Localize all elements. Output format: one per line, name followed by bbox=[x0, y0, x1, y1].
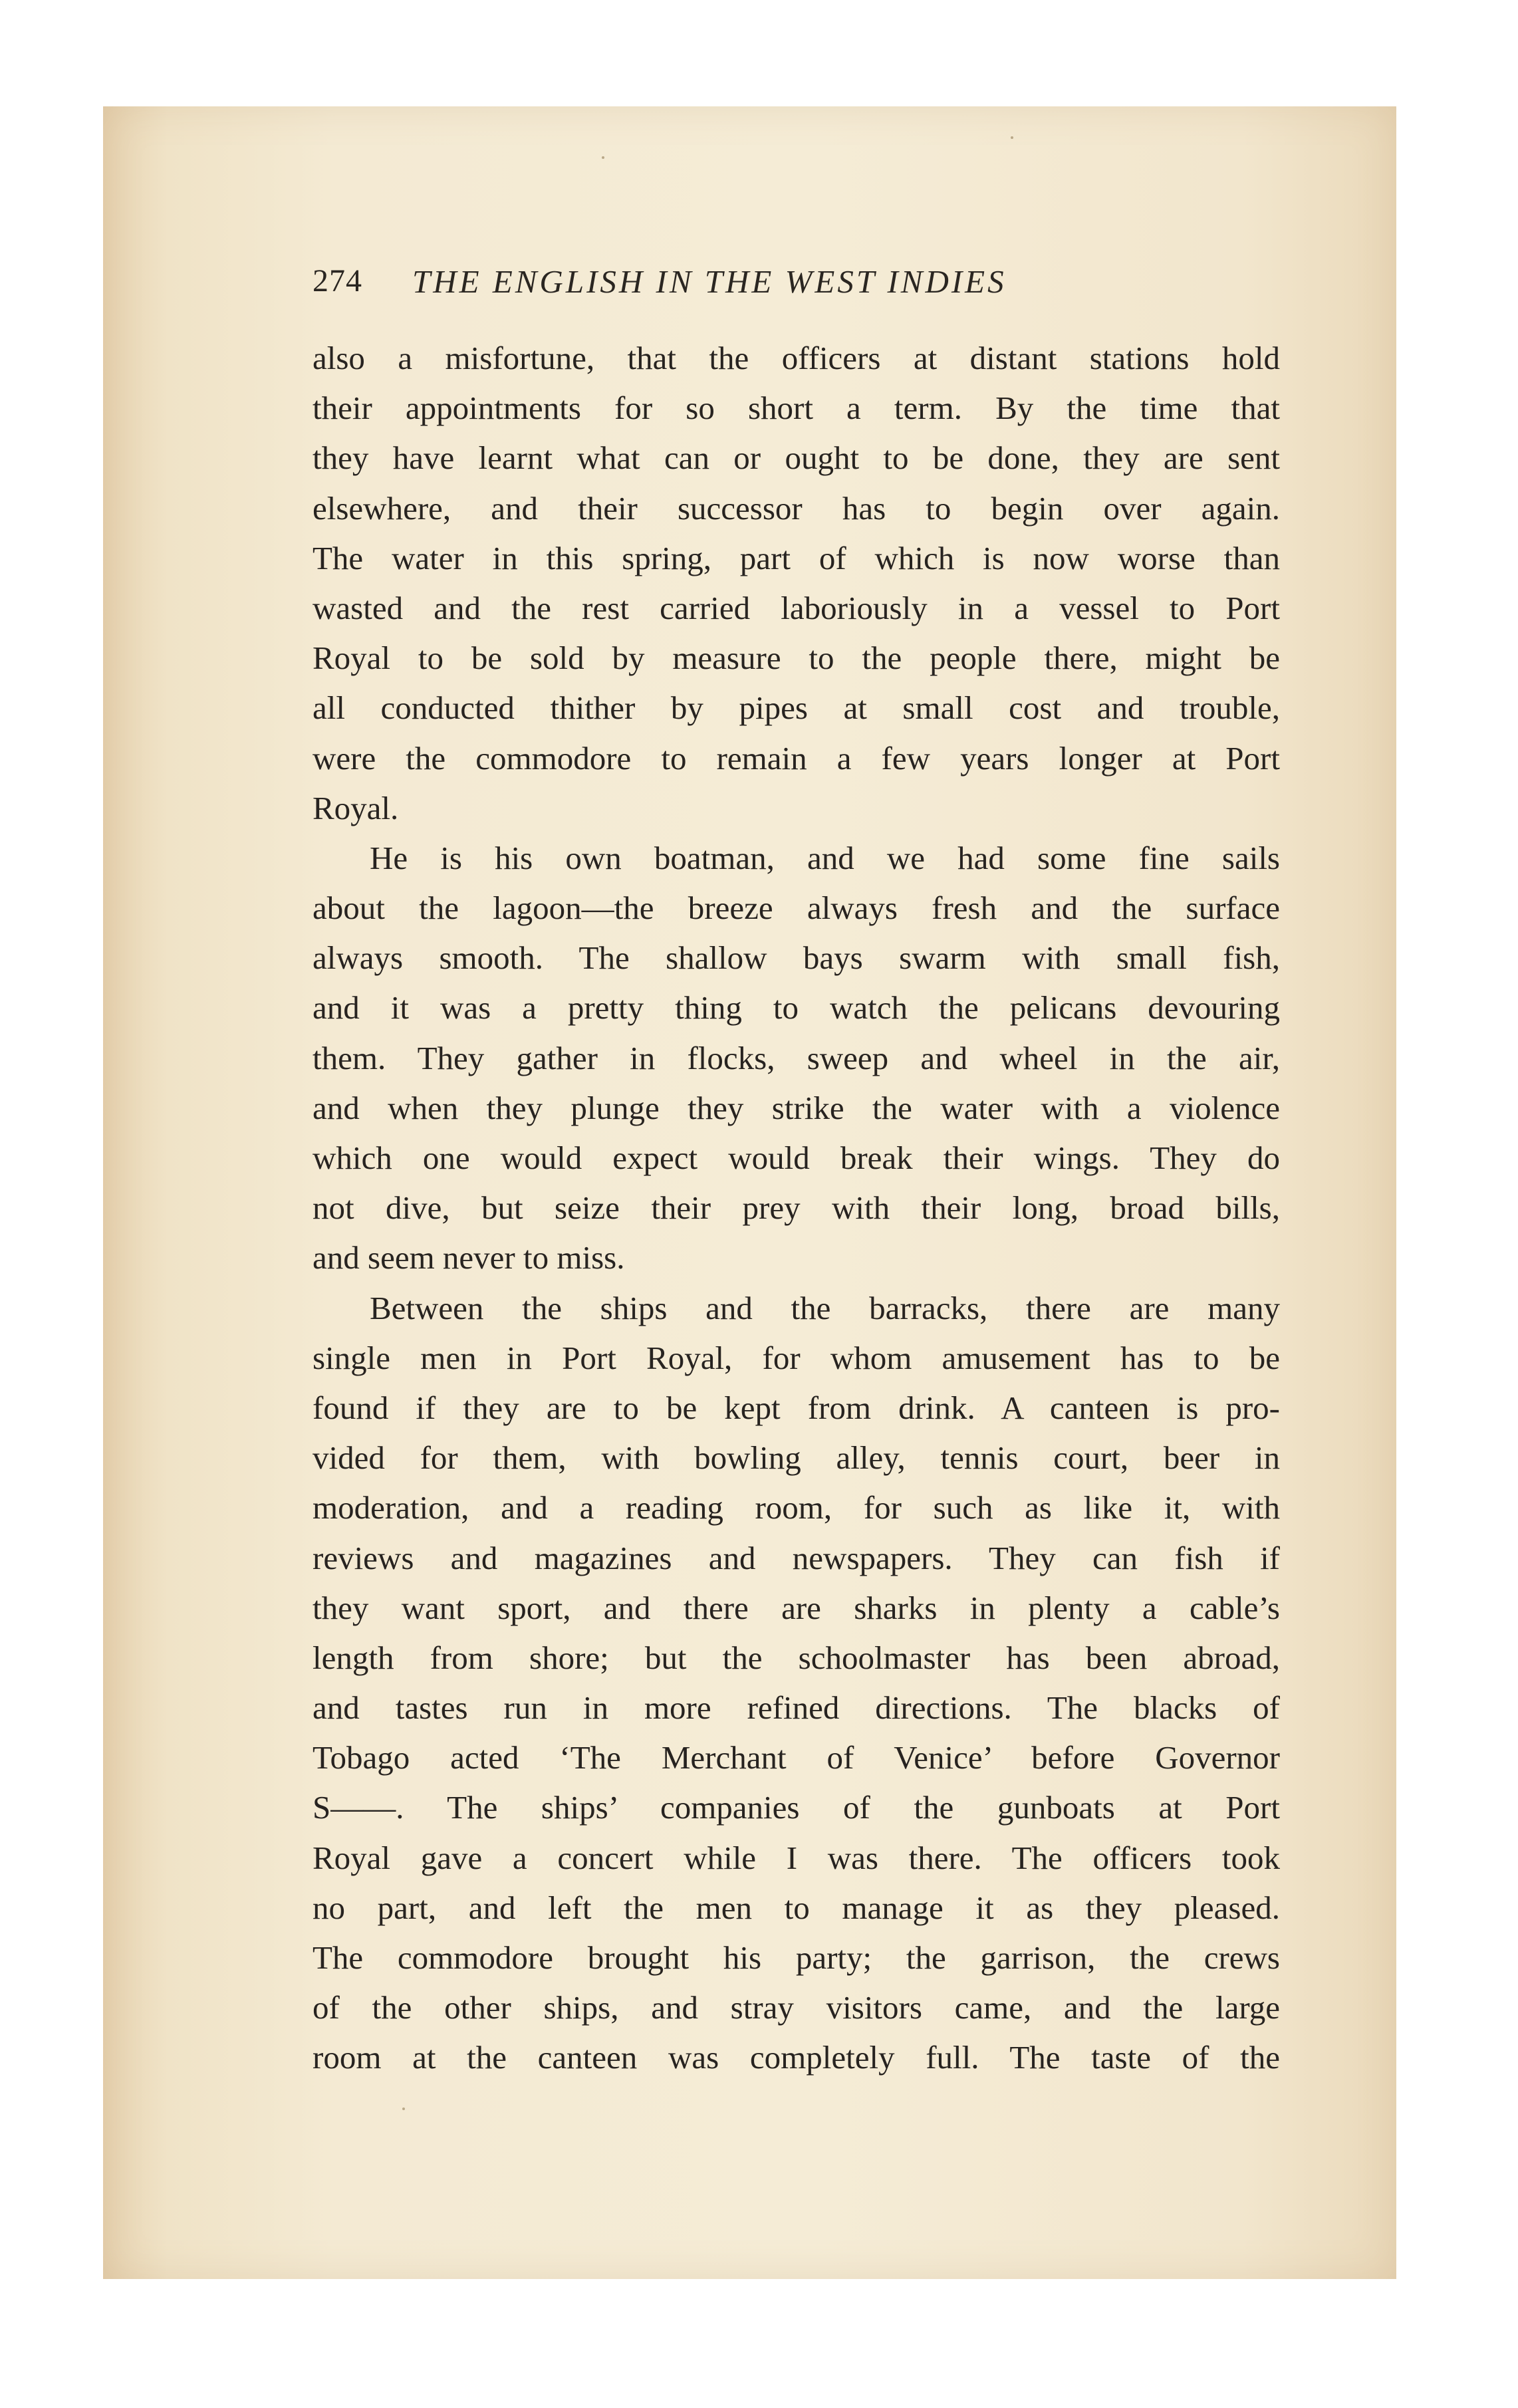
text-line: about the lagoon—the breeze always fresh and the surface bbox=[313, 890, 1280, 927]
text-line: and seem never to miss. bbox=[313, 1239, 625, 1276]
text-line: and when they plunge they strike the water with a violence bbox=[313, 1089, 1280, 1126]
text-line: length from shore; but the schoolmaster has been abroad, bbox=[313, 1639, 1280, 1676]
text-line: He is his own boatman, and we had some fine sails bbox=[370, 839, 1280, 876]
text-line: Royal gave a concert while I was there. The officers took bbox=[313, 1839, 1280, 1876]
text-line: which one would expect would break their wings. They do bbox=[313, 1140, 1280, 1176]
paper-speck bbox=[402, 2107, 405, 2110]
text-line: their appointments for so short a term. By the time that bbox=[313, 390, 1280, 427]
text-line: Tobago acted ‘The Merchant of Venice’ before Governor bbox=[313, 1739, 1280, 1776]
text-line: them. They gather in flocks, sweep and wheel in the air, bbox=[313, 1039, 1280, 1076]
paper-speck bbox=[602, 156, 604, 159]
page-header bbox=[313, 263, 1190, 302]
text-line: moderation, and a reading room, for such as like it, with bbox=[313, 1489, 1280, 1526]
text-line: and it was a pretty thing to watch the pelicans devouring bbox=[313, 989, 1280, 1026]
text-line: also a misfortune, that the officers at distant stations hold bbox=[313, 340, 1280, 376]
running-title: THE ENGLISH IN THE WEST INDIES bbox=[412, 263, 1007, 300]
page-number: 274 bbox=[313, 263, 362, 299]
text-line: no part, and left the men to manage it as they pleased. bbox=[313, 1889, 1280, 1926]
paragraph bbox=[313, 833, 1280, 1283]
text-line: Royal. bbox=[313, 789, 399, 826]
text-line: Royal to be sold by measure to the people there, might be bbox=[313, 640, 1280, 677]
text-line: reviews and magazines and newspapers. They can fish if bbox=[313, 1539, 1280, 1576]
text-line: single men in Port Royal, for whom amusement has to be bbox=[313, 1339, 1280, 1376]
paragraph bbox=[313, 333, 1280, 833]
text-line: The commodore brought his party; the garrison, the crews bbox=[313, 1939, 1280, 1976]
text-line: The water in this spring, part of which is now worse than bbox=[313, 539, 1280, 576]
paper-speck bbox=[1011, 136, 1013, 139]
text-line: found if they are to be kept from drink. A canteen is pro- bbox=[313, 1389, 1280, 1426]
text-line: elsewhere, and their successor has to begin over again. bbox=[313, 489, 1280, 527]
text-line: not dive, but seize their prey with their long, broad bills, bbox=[313, 1189, 1280, 1227]
text-line: and tastes run in more refined directions. The blacks of bbox=[313, 1689, 1280, 1727]
text-line: of the other ships, and stray visitors came, and the large bbox=[313, 1989, 1280, 2026]
text-line: S——. The ships’ companies of the gunboats at Port bbox=[313, 1789, 1280, 1826]
text-line: room at the canteen was completely full. The taste of the bbox=[313, 2039, 1280, 2076]
text-line: wasted and the rest carried laboriously in a vessel to Port bbox=[313, 589, 1280, 626]
body-text bbox=[313, 333, 1280, 2083]
text-line: they have learnt what can or ought to be done, they are sent bbox=[313, 439, 1280, 477]
text-line: were the commodore to remain a few years longer at Port bbox=[313, 739, 1280, 777]
text-line: vided for them, with bowling alley, tennis court, beer in bbox=[313, 1439, 1280, 1477]
text-line: all conducted thither by pipes at small cost and trouble, bbox=[313, 689, 1280, 727]
text-line: Between the ships and the barracks, there are many bbox=[370, 1289, 1280, 1326]
text-line: they want sport, and there are sharks in plenty a cable’s bbox=[313, 1589, 1280, 1626]
paragraph bbox=[313, 1283, 1280, 2083]
text-line: always smooth. The shallow bays swarm with small fish, bbox=[313, 939, 1280, 977]
